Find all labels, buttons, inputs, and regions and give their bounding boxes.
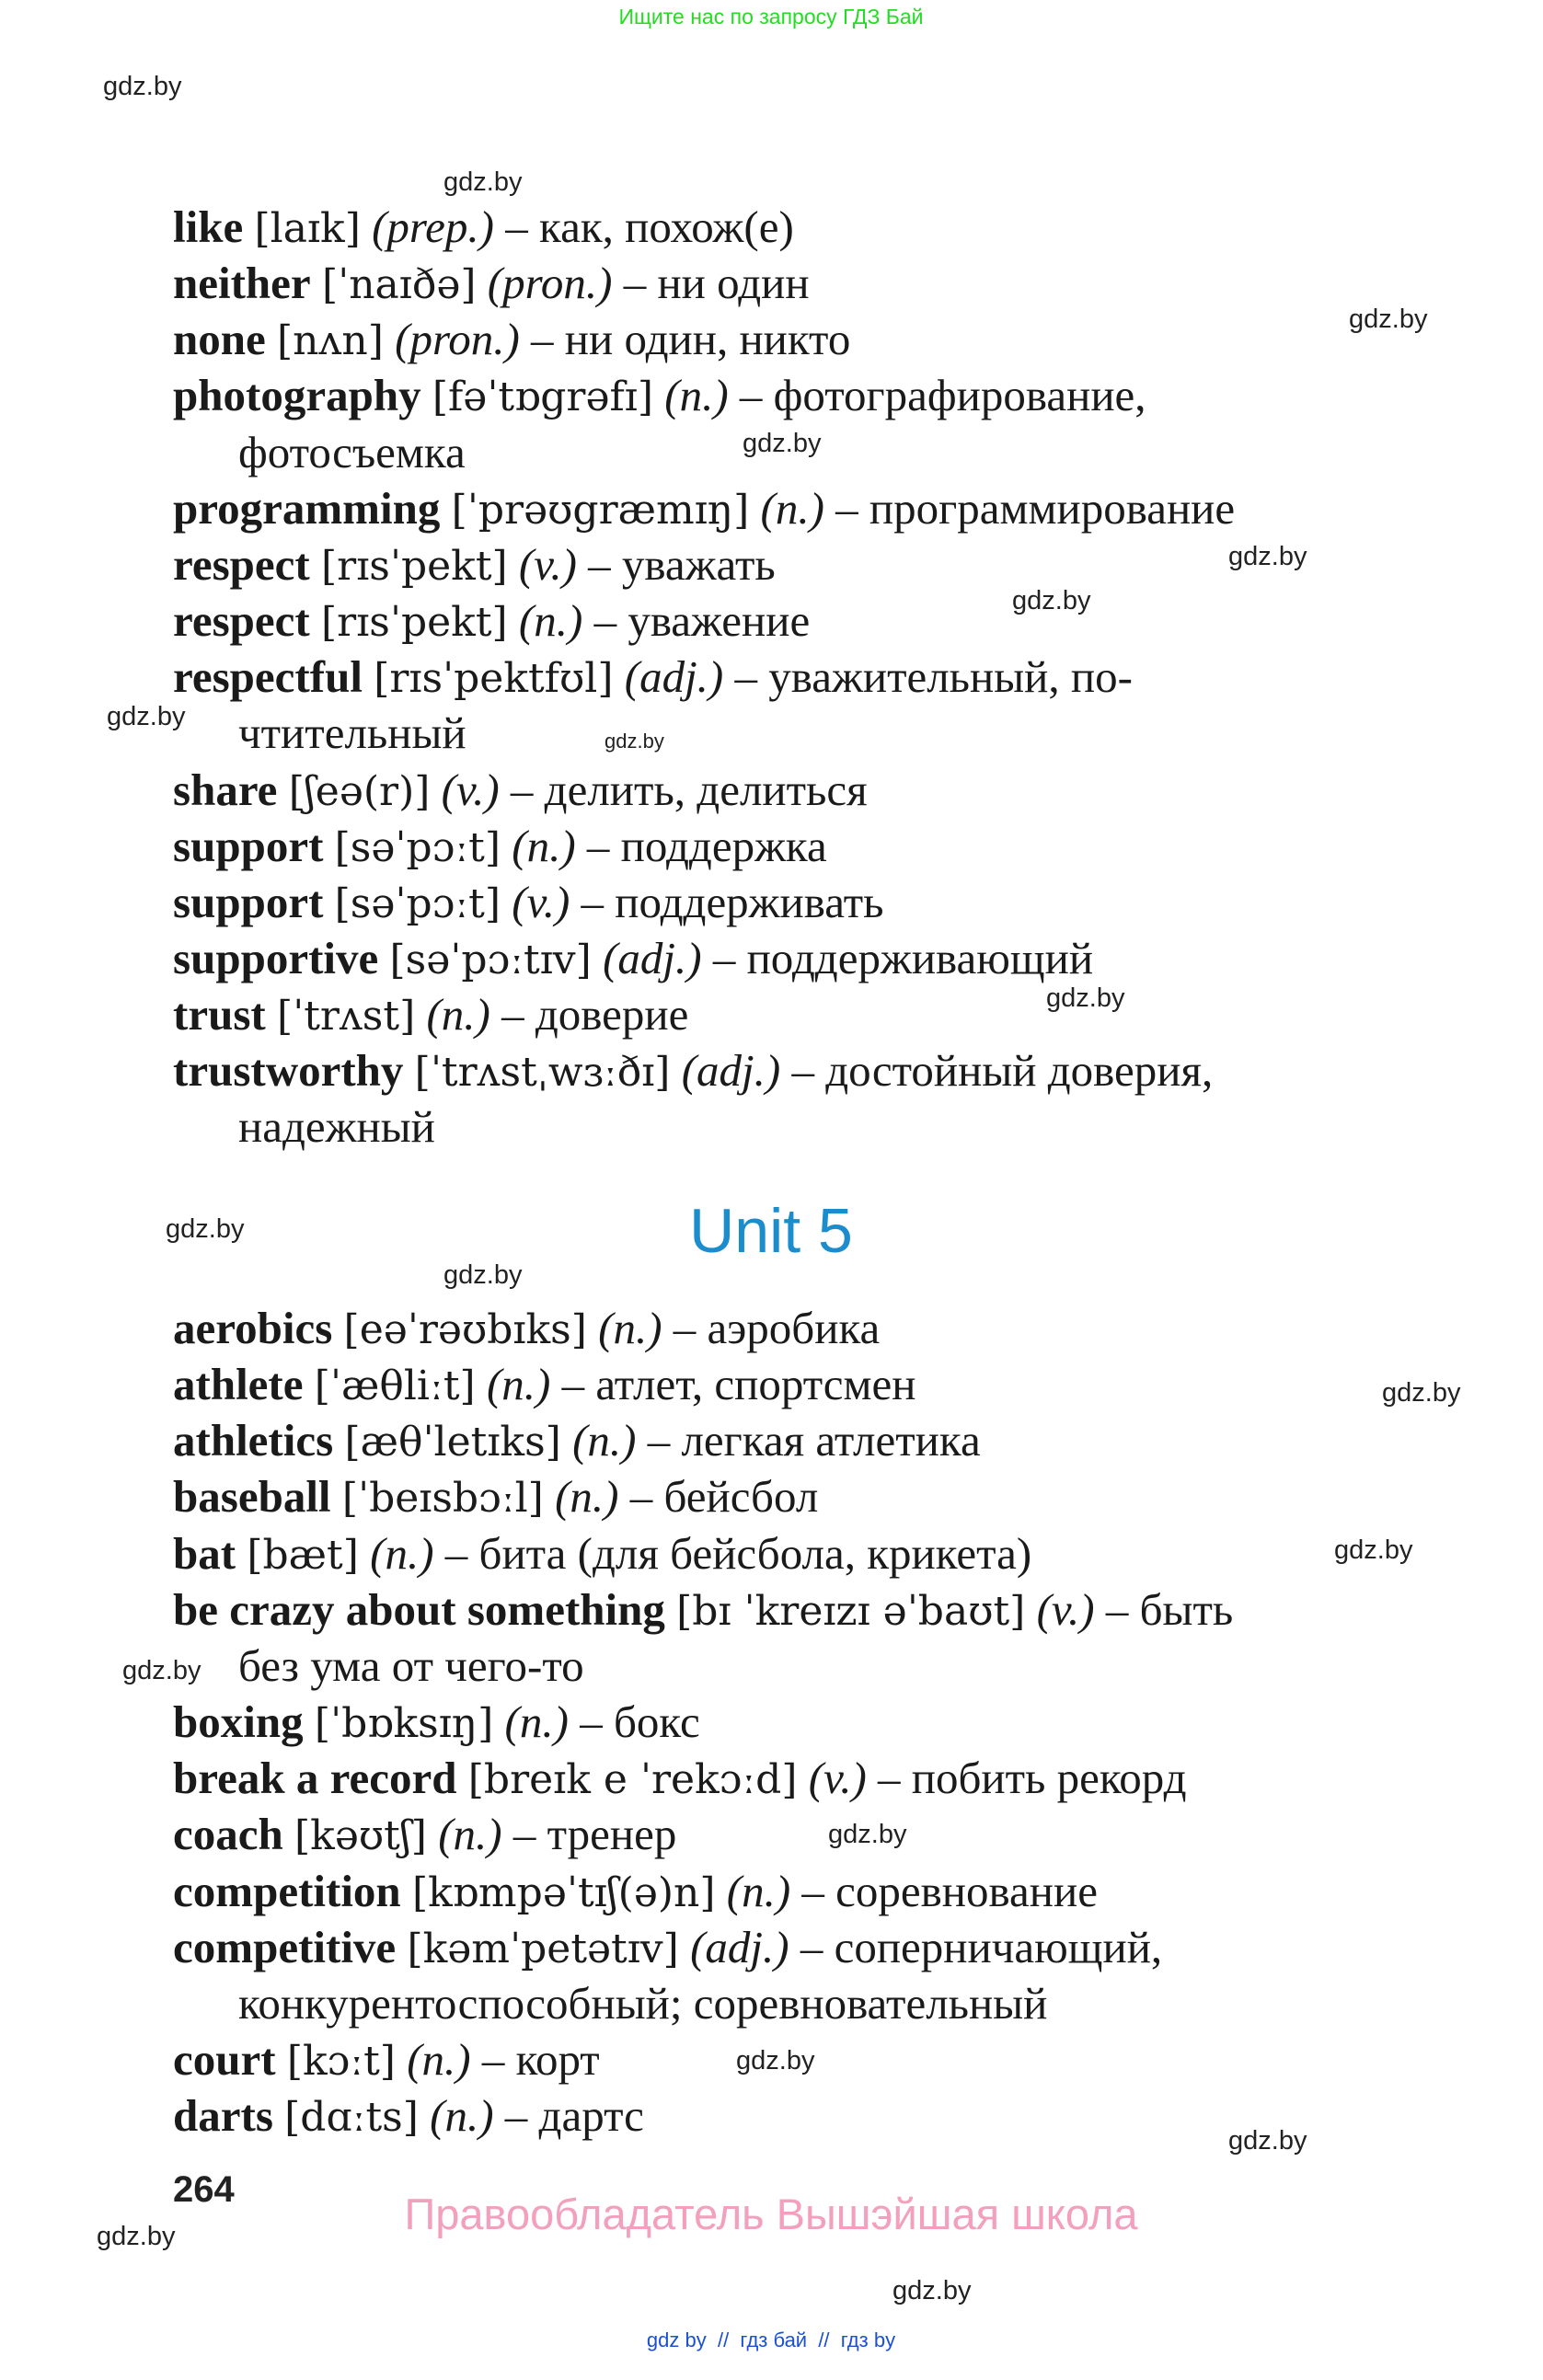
entry-part-of-speech: (n.) bbox=[407, 2033, 471, 2085]
glossary-entry bbox=[173, 2087, 644, 2144]
entry-part-of-speech: (pron.) bbox=[487, 258, 613, 309]
watermark-text: gdz.by bbox=[1012, 586, 1091, 615]
entry-translation: – побить рекорд bbox=[878, 1753, 1187, 1804]
glossary-entry bbox=[173, 818, 827, 874]
entry-transcription: [ˈprəʊgræmɪŋ] bbox=[451, 486, 750, 534]
glossary-entry bbox=[173, 1042, 1213, 1098]
entry-part-of-speech: (n.) bbox=[518, 595, 583, 647]
entry-transcription: [ˈtrʌst] bbox=[276, 993, 416, 1041]
entry-part-of-speech: (n.) bbox=[760, 482, 824, 534]
entry-transcription: [ˈnaɪðə] bbox=[321, 261, 477, 309]
entry-translation: – достойный доверия, bbox=[791, 1045, 1214, 1097]
entry-part-of-speech: (n.) bbox=[370, 1527, 434, 1579]
entry-word: coach bbox=[173, 1809, 283, 1860]
entry-word: like bbox=[173, 201, 244, 252]
glossary-entry bbox=[173, 1300, 880, 1356]
entry-transcription: [fəˈtɒgrəfɪ] bbox=[432, 374, 654, 421]
entry-part-of-speech: (v.) bbox=[808, 1753, 867, 1804]
entry-transcription: [kɒmpəˈtɪʃ(ə)n] bbox=[411, 1868, 716, 1916]
glossary-entry bbox=[173, 1806, 676, 1862]
entry-translation: – фотографирование, bbox=[739, 370, 1146, 421]
glossary-entry bbox=[173, 1919, 1162, 1975]
glossary-entry bbox=[173, 1468, 818, 1524]
glossary-entry bbox=[173, 874, 884, 930]
entry-part-of-speech: (n.) bbox=[430, 2090, 494, 2142]
copyright-notice: Правообладатель Вышэйшая школа bbox=[404, 2190, 1138, 2238]
entry-part-of-speech: (v.) bbox=[512, 876, 570, 927]
glossary-entry bbox=[173, 592, 810, 649]
entry-word: competition bbox=[173, 1865, 401, 1916]
entry-word: respectful bbox=[173, 651, 363, 703]
entry-word: baseball bbox=[173, 1471, 331, 1523]
entry-word: competitive bbox=[173, 1921, 397, 1972]
glossary-entry bbox=[173, 1863, 1098, 1919]
watermark-text: gdz.by bbox=[828, 1820, 907, 1849]
watermark-text: gdz.by bbox=[1046, 983, 1125, 1013]
entry-part-of-speech: (adj.) bbox=[690, 1921, 789, 1972]
entry-translation: – уважать bbox=[588, 538, 776, 590]
entry-translation-continuation: надежный bbox=[238, 1101, 435, 1153]
glossary-entry bbox=[173, 1525, 1031, 1581]
entry-transcription: [ˈtrʌstˌwɜːðɪ] bbox=[414, 1049, 671, 1097]
watermark-text: gdz.by bbox=[1228, 542, 1307, 571]
entry-word: darts bbox=[173, 2090, 273, 2142]
entry-word: support bbox=[173, 820, 324, 871]
entry-translation: – уважение bbox=[593, 595, 811, 647]
glossary-entry bbox=[173, 762, 868, 818]
entry-part-of-speech: (v.) bbox=[518, 538, 577, 590]
glossary-entry bbox=[173, 2031, 600, 2087]
entry-translation-continuation: фотосъемка bbox=[238, 426, 466, 477]
entry-transcription: [ˈbeɪsbɔːl] bbox=[341, 1475, 544, 1523]
entry-transcription: [dɑːts] bbox=[284, 2094, 419, 2142]
entry-transcription: [eəˈrəʊbɪks] bbox=[343, 1306, 587, 1353]
entry-word: athletics bbox=[173, 1415, 334, 1466]
entry-word: be crazy about something bbox=[173, 1583, 665, 1635]
entry-translation: – делить, делиться bbox=[510, 764, 868, 815]
entry-transcription: [laɪk] bbox=[254, 205, 361, 252]
entry-part-of-speech: (n.) bbox=[726, 1865, 791, 1916]
watermark-text: gdz.by bbox=[443, 1260, 523, 1290]
top-banner: Ищите нас по запросу ГДЗ Бай bbox=[618, 5, 924, 29]
glossary-entry bbox=[173, 367, 1146, 423]
glossary-entry bbox=[173, 199, 794, 255]
watermark-text: gdz.by bbox=[892, 2276, 972, 2305]
entry-part-of-speech: (n.) bbox=[555, 1471, 619, 1523]
entry-part-of-speech: (v.) bbox=[441, 764, 500, 815]
watermark-text: gdz.by bbox=[443, 167, 523, 197]
entry-translation: – как, похож(е) bbox=[505, 201, 794, 252]
entry-word: athlete bbox=[173, 1359, 304, 1410]
glossary-entry bbox=[173, 649, 1133, 705]
entry-transcription: [kɔːt] bbox=[286, 2037, 396, 2085]
glossary-entry bbox=[173, 1750, 1187, 1806]
watermark-text: gdz.by bbox=[1334, 1535, 1413, 1565]
entry-translation: – корт bbox=[481, 2033, 600, 2085]
entry-translation: – аэробика bbox=[673, 1303, 881, 1353]
entry-translation: – бейсбол bbox=[629, 1471, 819, 1523]
entry-transcription: [kəʊtʃ] bbox=[294, 1812, 427, 1860]
entry-part-of-speech: (n.) bbox=[426, 989, 490, 1041]
entry-translation: – поддерживающий bbox=[712, 932, 1094, 983]
watermark-text: gdz.by bbox=[97, 2222, 176, 2251]
entry-word: court bbox=[173, 2033, 276, 2085]
entry-word: none bbox=[173, 314, 266, 365]
glossary-entry bbox=[173, 480, 1235, 536]
entry-translation: – уважительный, по- bbox=[734, 651, 1133, 703]
glossary-entry bbox=[173, 311, 850, 367]
entry-part-of-speech: (n.) bbox=[504, 1696, 569, 1748]
entry-translation: – поддержка bbox=[586, 820, 827, 871]
entry-part-of-speech: (n.) bbox=[438, 1809, 502, 1860]
glossary-entry bbox=[173, 1694, 700, 1750]
entry-translation: – поддерживать bbox=[581, 876, 884, 927]
watermark-text: gdz.by bbox=[736, 2046, 815, 2075]
entry-transcription: [breɪk e ˈrekɔːd] bbox=[467, 1756, 798, 1804]
glossary-entry bbox=[173, 536, 776, 592]
watermark-text: gdz.by bbox=[122, 1656, 202, 1685]
page-number: 264 bbox=[173, 2169, 235, 2210]
unit-title: Unit 5 bbox=[689, 1196, 853, 1266]
glossary-entry bbox=[173, 1581, 1233, 1638]
entry-transcription: [kəmˈpetətɪv] bbox=[407, 1925, 679, 1972]
glossary-entry bbox=[173, 1412, 981, 1468]
entry-transcription: [səˈpɔːt] bbox=[334, 823, 501, 871]
entry-word: supportive bbox=[173, 932, 379, 983]
watermark-text: gdz.by bbox=[605, 730, 664, 753]
entry-part-of-speech: (pron.) bbox=[395, 314, 520, 365]
entry-translation: – доверие bbox=[501, 989, 689, 1041]
entry-transcription: [ˈæθliːt] bbox=[314, 1362, 476, 1410]
entry-word: bat bbox=[173, 1527, 236, 1579]
watermark-text: gdz.by bbox=[107, 702, 186, 731]
entry-word: neither bbox=[173, 258, 311, 309]
entry-transcription: [bæt] bbox=[247, 1531, 359, 1579]
entry-part-of-speech: (prep.) bbox=[372, 201, 494, 252]
entry-transcription: [ˈbɒksɪŋ] bbox=[314, 1700, 494, 1748]
entry-word: programming bbox=[173, 482, 441, 534]
watermark-text: gdz.by bbox=[1349, 305, 1428, 334]
entry-translation-continuation: без ума от чего-то bbox=[238, 1639, 584, 1691]
entry-part-of-speech: (n.) bbox=[512, 820, 576, 871]
entry-translation: – легкая атлетика bbox=[647, 1415, 981, 1466]
entry-translation: – соперничающий, bbox=[800, 1921, 1163, 1972]
entry-translation: – атлет, спортсмен bbox=[561, 1359, 916, 1410]
entry-word: trustworthy bbox=[173, 1045, 404, 1097]
entry-translation: – соревнование bbox=[801, 1865, 1098, 1916]
bottom-banner: gdz by // гдз бай // гдз by bbox=[646, 2328, 896, 2351]
entry-word: support bbox=[173, 876, 324, 927]
entry-transcription: [æθˈletɪks] bbox=[344, 1419, 561, 1466]
watermark-text: gdz.by bbox=[166, 1214, 245, 1244]
entry-transcription: [nʌn] bbox=[277, 317, 384, 365]
entry-translation: – бокс bbox=[580, 1696, 700, 1748]
entry-word: photography bbox=[173, 370, 421, 421]
entry-word: respect bbox=[173, 595, 310, 647]
entry-part-of-speech: (n.) bbox=[486, 1359, 551, 1410]
entry-word: boxing bbox=[173, 1696, 304, 1748]
watermark-text: gdz.by bbox=[743, 429, 822, 458]
glossary-entry bbox=[173, 1356, 916, 1412]
glossary-entry bbox=[173, 986, 688, 1042]
entry-translation: – ни один bbox=[623, 258, 810, 309]
entry-transcription: [rɪsˈpektfʊl] bbox=[374, 655, 614, 703]
entry-part-of-speech: (v.) bbox=[1036, 1583, 1095, 1635]
entry-translation: – быть bbox=[1105, 1583, 1234, 1635]
entry-part-of-speech: (n.) bbox=[572, 1415, 637, 1466]
watermark-text: gdz.by bbox=[1228, 2126, 1307, 2156]
entry-translation-continuation: конкурентоспособный; соревновательный bbox=[238, 1977, 1048, 2029]
entry-translation: – дартс bbox=[504, 2090, 644, 2142]
entry-transcription: [bɪ ˈkreɪzɪ əˈbaʊt] bbox=[676, 1587, 1026, 1635]
entry-part-of-speech: (n.) bbox=[664, 370, 729, 421]
entry-translation: – программирование bbox=[835, 482, 1236, 534]
entry-word: break a record bbox=[173, 1753, 457, 1804]
entry-transcription: [rɪsˈpekt] bbox=[321, 599, 508, 647]
entry-translation: – бита (для бейсбола, крикета) bbox=[444, 1527, 1032, 1579]
entry-transcription: [ʃeə(r)] bbox=[288, 767, 431, 815]
watermark-text: gdz.by bbox=[103, 72, 182, 101]
entry-part-of-speech: (adj.) bbox=[681, 1045, 781, 1097]
entry-translation: – тренер bbox=[512, 1809, 677, 1860]
entry-part-of-speech: (adj.) bbox=[624, 651, 724, 703]
entry-word: trust bbox=[173, 989, 266, 1041]
entry-transcription: [səˈpɔːtɪv] bbox=[389, 936, 592, 983]
watermark-text: gdz.by bbox=[1382, 1378, 1461, 1408]
entry-translation: – ни один, никто bbox=[531, 314, 851, 365]
entry-word: aerobics bbox=[173, 1303, 333, 1353]
glossary-entry bbox=[173, 930, 1093, 986]
entry-part-of-speech: (adj.) bbox=[603, 932, 702, 983]
entry-part-of-speech: (n.) bbox=[598, 1303, 662, 1353]
glossary-entry bbox=[173, 255, 810, 311]
entry-word: respect bbox=[173, 538, 310, 590]
entry-transcription: [səˈpɔːt] bbox=[334, 880, 501, 927]
entry-transcription: [rɪsˈpekt] bbox=[321, 542, 508, 590]
entry-translation-continuation: чтительный bbox=[238, 707, 466, 759]
entry-word: share bbox=[173, 764, 278, 815]
